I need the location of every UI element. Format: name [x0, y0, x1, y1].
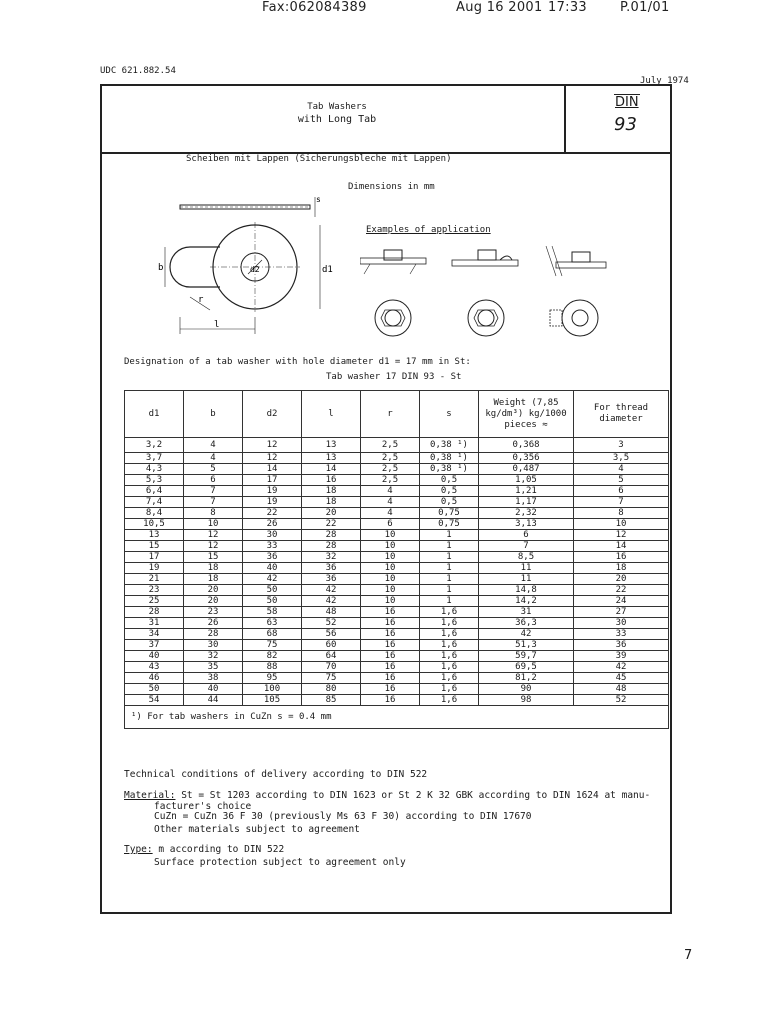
- table-cell: 16: [361, 651, 420, 662]
- table-row: [125, 640, 669, 651]
- col-s: s: [420, 391, 479, 438]
- table-cell: 12: [574, 530, 669, 541]
- table-cell: 25: [125, 596, 184, 607]
- table-cell: 7,4: [125, 497, 184, 508]
- table-cell: 7: [574, 497, 669, 508]
- table-cell: 4: [184, 453, 243, 464]
- table-cell: 1: [420, 552, 479, 563]
- table-row: [125, 464, 669, 475]
- table-cell: 18: [184, 574, 243, 585]
- table-cell: 42: [302, 585, 361, 596]
- table-row: [125, 497, 669, 508]
- table-cell: 5,3: [125, 475, 184, 486]
- dim-d2-label: d2: [250, 265, 260, 274]
- table-cell: 48: [302, 607, 361, 618]
- example-2: [452, 250, 518, 336]
- table-cell: 58: [243, 607, 302, 618]
- din-label: DIN: [615, 95, 639, 110]
- fax-time: 17:33: [548, 0, 587, 15]
- table-cell: 8,4: [125, 508, 184, 519]
- table-cell: 18: [184, 563, 243, 574]
- table-cell: 20: [184, 596, 243, 607]
- table-cell: 14,8: [479, 585, 574, 596]
- table-cell: 26: [243, 519, 302, 530]
- table-cell: 90: [479, 684, 574, 695]
- table-cell: 11: [479, 563, 574, 574]
- table-cell: 13: [302, 438, 361, 453]
- table-cell: 42: [243, 574, 302, 585]
- material-line3: CuZn = CuZn 36 F 30 (previously Ms 63 F 30) according to DIN 17670: [154, 811, 532, 822]
- table-row: [125, 607, 669, 618]
- table-cell: 0,368: [479, 438, 574, 453]
- table-cell: 20: [184, 585, 243, 596]
- table-cell: 16: [361, 640, 420, 651]
- delivery-conditions: Technical conditions of delivery according to DIN 522: [124, 769, 428, 780]
- table-cell: 17: [125, 552, 184, 563]
- table-cell: 54: [125, 695, 184, 706]
- table-cell: 56: [302, 629, 361, 640]
- table-cell: 27: [574, 607, 669, 618]
- table-cell: 100: [243, 684, 302, 695]
- table-cell: 36: [302, 574, 361, 585]
- standard-date: July 1974: [640, 76, 689, 86]
- table-row: [125, 519, 669, 530]
- table-cell: 11: [479, 574, 574, 585]
- table-cell: 12: [184, 541, 243, 552]
- dimensions-table: [124, 390, 669, 729]
- table-cell: 4: [361, 486, 420, 497]
- table-cell: 43: [125, 662, 184, 673]
- table-cell: 30: [243, 530, 302, 541]
- table-row: [125, 629, 669, 640]
- dimensions-note: Dimensions in mm: [348, 182, 435, 192]
- table-cell: 95: [243, 673, 302, 684]
- table-cell: 22: [574, 585, 669, 596]
- table-cell: 13: [302, 453, 361, 464]
- table-cell: 12: [243, 438, 302, 453]
- table-cell: 16: [574, 552, 669, 563]
- table-cell: 12: [184, 530, 243, 541]
- table-footnote: ¹) For tab washers in CuZn s = 0.4 mm: [125, 706, 669, 729]
- examples-label: Examples of application: [366, 225, 491, 235]
- dim-d1-label: d1: [322, 265, 333, 275]
- table-cell: 68: [243, 629, 302, 640]
- table-cell: 14,2: [479, 596, 574, 607]
- table-cell: 5: [184, 464, 243, 475]
- table-cell: 50: [243, 585, 302, 596]
- example-1: [360, 250, 426, 336]
- table-cell: 33: [574, 629, 669, 640]
- table-row: [125, 453, 669, 464]
- table-cell: 3,2: [125, 438, 184, 453]
- type-line2: Surface protection subject to agreement only: [154, 857, 406, 868]
- fax-page: P.01/01: [620, 0, 670, 15]
- table-cell: 34: [125, 629, 184, 640]
- table-cell: 75: [302, 673, 361, 684]
- material-row: [124, 790, 650, 801]
- table-cell: 105: [243, 695, 302, 706]
- col-d2: d2: [243, 391, 302, 438]
- table-cell: 0,487: [479, 464, 574, 475]
- table-cell: 36,3: [479, 618, 574, 629]
- table-cell: 30: [574, 618, 669, 629]
- table-cell: 10: [361, 563, 420, 574]
- table-cell: 16: [361, 695, 420, 706]
- table-cell: 26: [184, 618, 243, 629]
- table-cell: 16: [361, 629, 420, 640]
- table-cell: 50: [243, 596, 302, 607]
- table-cell: 23: [184, 607, 243, 618]
- table-row: [125, 651, 669, 662]
- table-cell: 6: [574, 486, 669, 497]
- table-cell: 88: [243, 662, 302, 673]
- table-cell: 28: [302, 541, 361, 552]
- table-cell: 28: [125, 607, 184, 618]
- table-cell: 63: [243, 618, 302, 629]
- table-cell: 19: [243, 497, 302, 508]
- table-cell: 75: [243, 640, 302, 651]
- table-cell: 10: [361, 541, 420, 552]
- table-cell: 39: [574, 651, 669, 662]
- table-cell: 31: [479, 607, 574, 618]
- table-cell: 7: [184, 486, 243, 497]
- table-footnote-row: [125, 706, 669, 729]
- table-cell: 42: [479, 629, 574, 640]
- table-cell: 1,6: [420, 629, 479, 640]
- table-cell: 16: [361, 673, 420, 684]
- table-row: [125, 596, 669, 607]
- table-row: [125, 438, 669, 453]
- table-cell: 6,4: [125, 486, 184, 497]
- table-cell: 15: [184, 552, 243, 563]
- table-cell: 8,5: [479, 552, 574, 563]
- table-cell: 23: [125, 585, 184, 596]
- table-cell: 10: [361, 552, 420, 563]
- table-cell: 1: [420, 541, 479, 552]
- material-label: Material:: [124, 790, 176, 801]
- table-row: [125, 541, 669, 552]
- table-cell: 18: [302, 486, 361, 497]
- table-cell: 6: [479, 530, 574, 541]
- table-header-row: [125, 391, 669, 438]
- table-cell: 4: [361, 497, 420, 508]
- table-cell: 4: [361, 508, 420, 519]
- table-cell: 8: [574, 508, 669, 519]
- table-row: [125, 574, 669, 585]
- type-label: Type:: [124, 844, 153, 855]
- type-line1: m according to DIN 522: [152, 844, 285, 855]
- table-cell: 14: [243, 464, 302, 475]
- material-line2: facturer's choice: [154, 801, 252, 812]
- designation-line1: Designation of a tab washer with hole diameter d1 = 17 mm in St:: [124, 357, 471, 367]
- table-row: [125, 673, 669, 684]
- table-cell: 5: [574, 475, 669, 486]
- table-cell: 10: [184, 519, 243, 530]
- table-cell: 14: [302, 464, 361, 475]
- table-cell: 10: [361, 585, 420, 596]
- table-cell: 82: [243, 651, 302, 662]
- table-cell: 32: [302, 552, 361, 563]
- application-examples-drawing: [360, 246, 610, 346]
- col-b: b: [184, 391, 243, 438]
- table-cell: 19: [243, 486, 302, 497]
- table-cell: 1: [420, 530, 479, 541]
- table-cell: 1,21: [479, 486, 574, 497]
- table-cell: 0,5: [420, 475, 479, 486]
- table-cell: 3,13: [479, 519, 574, 530]
- table-cell: 10: [574, 519, 669, 530]
- dim-r-label: r: [198, 295, 204, 305]
- table-cell: 18: [574, 563, 669, 574]
- table-cell: 80: [302, 684, 361, 695]
- table-cell: 22: [243, 508, 302, 519]
- table-cell: 4: [574, 464, 669, 475]
- table-cell: 52: [302, 618, 361, 629]
- table-cell: 1,6: [420, 684, 479, 695]
- table-cell: 6: [361, 519, 420, 530]
- designation-line2: Tab washer 17 DIN 93 - St: [326, 372, 462, 382]
- table-row: [125, 530, 669, 541]
- table-row: [125, 508, 669, 519]
- table-cell: 1,6: [420, 618, 479, 629]
- table-cell: 42: [302, 596, 361, 607]
- table-cell: 45: [574, 673, 669, 684]
- udc-code: UDC 621.882.54: [100, 66, 176, 76]
- table-cell: 46: [125, 673, 184, 684]
- title-line2: with Long Tab: [297, 114, 377, 125]
- table-cell: 40: [243, 563, 302, 574]
- material-line4: Other materials subject to agreement: [154, 824, 360, 835]
- table-cell: 10: [361, 530, 420, 541]
- table-row: [125, 563, 669, 574]
- table-cell: 1: [420, 585, 479, 596]
- table-cell: 19: [125, 563, 184, 574]
- table-cell: 38: [184, 673, 243, 684]
- table-cell: 20: [302, 508, 361, 519]
- type-row: [124, 844, 284, 855]
- table-cell: 1,6: [420, 607, 479, 618]
- table-cell: 0,5: [420, 497, 479, 508]
- table-cell: 15: [125, 541, 184, 552]
- col-thread: For thread diameter: [574, 391, 669, 438]
- table-cell: 8: [184, 508, 243, 519]
- table-cell: 60: [302, 640, 361, 651]
- table-cell: 0,38 ¹): [420, 453, 479, 464]
- table-cell: 3: [574, 438, 669, 453]
- table-row: [125, 618, 669, 629]
- tab-washer-drawing: [150, 192, 340, 342]
- table-cell: 85: [302, 695, 361, 706]
- table-cell: 3,7: [125, 453, 184, 464]
- col-weight: Weight (7,85 kg/dm³) kg/1000 pieces ≈: [479, 391, 574, 438]
- table-row: [125, 695, 669, 706]
- table-cell: 16: [302, 475, 361, 486]
- table-cell: 1,6: [420, 651, 479, 662]
- table-row: [125, 552, 669, 563]
- fax-date: Aug 16 2001: [456, 0, 543, 15]
- col-l: l: [302, 391, 361, 438]
- table-cell: 0,38 ¹): [420, 464, 479, 475]
- col-d1: d1: [125, 391, 184, 438]
- table-cell: 0,356: [479, 453, 574, 464]
- table-cell: 16: [361, 607, 420, 618]
- table-cell: 64: [302, 651, 361, 662]
- table-row: [125, 662, 669, 673]
- table-row: [125, 684, 669, 695]
- col-r: r: [361, 391, 420, 438]
- table-cell: 1: [420, 563, 479, 574]
- material-line1: St = St 1203 according to DIN 1623 or St 2 K 32 GBK according to DIN 1624 at manu-: [175, 790, 651, 801]
- table-cell: 59,7: [479, 651, 574, 662]
- example-3: [546, 246, 606, 336]
- table-cell: 2,5: [361, 453, 420, 464]
- fax-number: Fax:062084389: [262, 0, 367, 15]
- table-cell: 70: [302, 662, 361, 673]
- table-cell: 18: [302, 497, 361, 508]
- table-cell: 31: [125, 618, 184, 629]
- table-cell: 10,5: [125, 519, 184, 530]
- table-cell: 30: [184, 640, 243, 651]
- table-cell: 1,17: [479, 497, 574, 508]
- table-cell: 98: [479, 695, 574, 706]
- title-line1: Tab Washers: [307, 102, 367, 112]
- table-cell: 1,6: [420, 673, 479, 684]
- table-cell: 52: [574, 695, 669, 706]
- table-cell: 32: [184, 651, 243, 662]
- table-cell: 2,32: [479, 508, 574, 519]
- table-cell: 81,2: [479, 673, 574, 684]
- table-cell: 1,6: [420, 640, 479, 651]
- table-cell: 2,5: [361, 438, 420, 453]
- table-cell: 1,6: [420, 695, 479, 706]
- table-cell: 16: [361, 618, 420, 629]
- table-cell: 10: [361, 596, 420, 607]
- table-cell: 0,38 ¹): [420, 438, 479, 453]
- table-cell: 4: [184, 438, 243, 453]
- table-cell: 14: [574, 541, 669, 552]
- table-cell: 40: [184, 684, 243, 695]
- table-cell: 13: [125, 530, 184, 541]
- table-cell: 22: [302, 519, 361, 530]
- table-cell: 40: [125, 651, 184, 662]
- dim-s-label: s: [316, 195, 321, 204]
- table-row: [125, 486, 669, 497]
- table-cell: 0,75: [420, 519, 479, 530]
- table-cell: 42: [574, 662, 669, 673]
- table-cell: 1: [420, 574, 479, 585]
- table-cell: 33: [243, 541, 302, 552]
- table-cell: 35: [184, 662, 243, 673]
- table-cell: 36: [243, 552, 302, 563]
- table-cell: 6: [184, 475, 243, 486]
- dim-l-label: l: [214, 320, 220, 330]
- german-title: Scheiben mit Lappen (Sicherungsbleche mit Lappen): [186, 154, 452, 164]
- table-cell: 16: [361, 684, 420, 695]
- table-cell: 10: [361, 574, 420, 585]
- table-cell: 44: [184, 695, 243, 706]
- table-cell: 2,5: [361, 475, 420, 486]
- page-number: 7: [684, 948, 693, 963]
- table-cell: 16: [361, 662, 420, 673]
- table-cell: 36: [574, 640, 669, 651]
- table-cell: 37: [125, 640, 184, 651]
- table-cell: 24: [574, 596, 669, 607]
- table-cell: 7: [479, 541, 574, 552]
- table-cell: 1,6: [420, 662, 479, 673]
- table-cell: 0,5: [420, 486, 479, 497]
- table-cell: 1: [420, 596, 479, 607]
- table-cell: 69,5: [479, 662, 574, 673]
- table-cell: 28: [184, 629, 243, 640]
- table-cell: 0,75: [420, 508, 479, 519]
- header-vertical-divider: [564, 86, 566, 152]
- table-cell: 50: [125, 684, 184, 695]
- table-cell: 20: [574, 574, 669, 585]
- table-cell: 21: [125, 574, 184, 585]
- table-cell: 3,5: [574, 453, 669, 464]
- dim-b-label: b: [158, 263, 164, 273]
- table-cell: 7: [184, 497, 243, 508]
- table-cell: 4,3: [125, 464, 184, 475]
- table-cell: 36: [302, 563, 361, 574]
- table-cell: 28: [302, 530, 361, 541]
- table-row: [125, 585, 669, 596]
- table-cell: 2,5: [361, 464, 420, 475]
- table-row: [125, 475, 669, 486]
- table-cell: 17: [243, 475, 302, 486]
- table-cell: 48: [574, 684, 669, 695]
- din-number: 93: [614, 114, 637, 135]
- table-cell: 1,05: [479, 475, 574, 486]
- table-cell: 12: [243, 453, 302, 464]
- table-cell: 51,3: [479, 640, 574, 651]
